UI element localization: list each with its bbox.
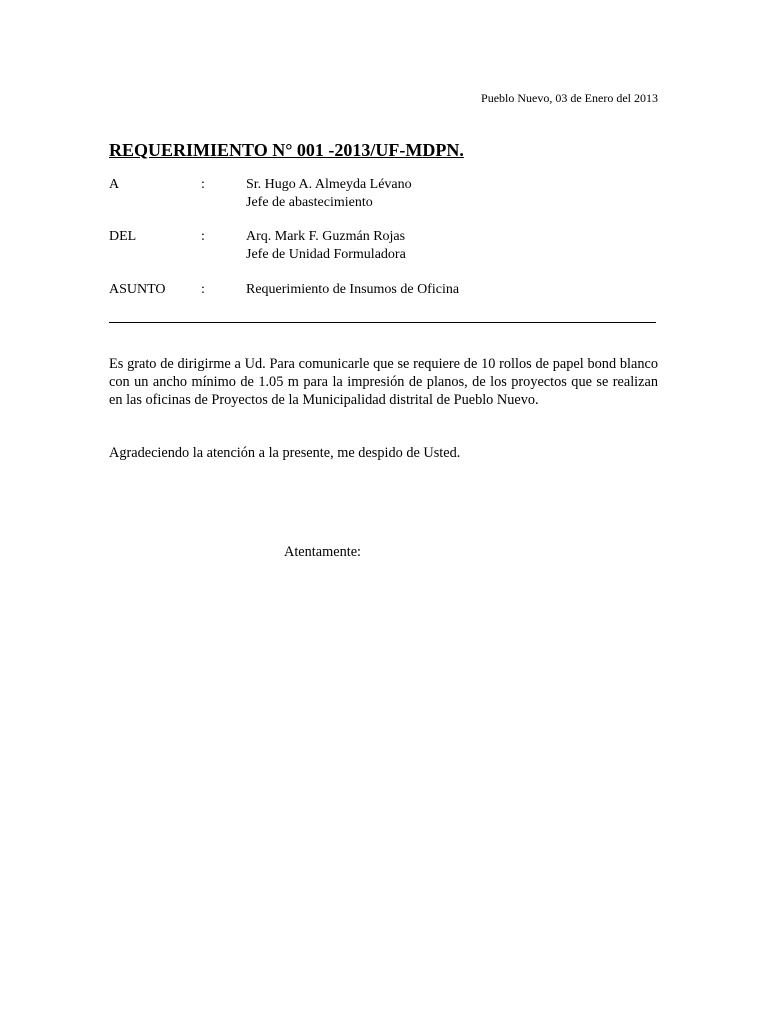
to-name: Sr. Hugo A. Almeyda Lévano bbox=[246, 177, 412, 192]
to-position: Jefe de abastecimiento bbox=[246, 195, 373, 210]
place-date: Pueblo Nuevo, 03 de Enero del 2013 bbox=[481, 91, 658, 105]
to-value bbox=[246, 176, 412, 212]
from-colon: : bbox=[201, 229, 205, 244]
subject-colon: : bbox=[201, 282, 205, 297]
from-position: Jefe de Unidad Formuladora bbox=[246, 247, 406, 262]
subject-value: Requerimiento de Insumos de Oficina bbox=[246, 282, 460, 297]
closing-line: Agradeciendo la atención a la presente, me despido de Usted. bbox=[109, 445, 461, 461]
from-label: DEL bbox=[109, 229, 137, 244]
body-paragraph: Es grato de dirigirme a Ud. Para comunicarle que se requiere de 10 rollos de papel bond blanco con un ancho mínimo de 1.05 m para la impresión de planos, de los proyectos que se realizan en las oficinas de Proyectos de la Municipalidad distrital de Pueblo Nuevo. bbox=[109, 356, 658, 408]
to-label: A bbox=[109, 177, 120, 192]
farewell: Atentamente: bbox=[284, 544, 362, 560]
subject-label: ASUNTO bbox=[109, 282, 166, 297]
header-divider bbox=[109, 322, 656, 323]
from-name: Arq. Mark F. Guzmán Rojas bbox=[246, 229, 406, 244]
document-title: REQUERIMIENTO N° 001 -2013/UF-MDPN. bbox=[109, 140, 464, 160]
from-value bbox=[246, 228, 406, 264]
to-colon: : bbox=[201, 177, 205, 192]
